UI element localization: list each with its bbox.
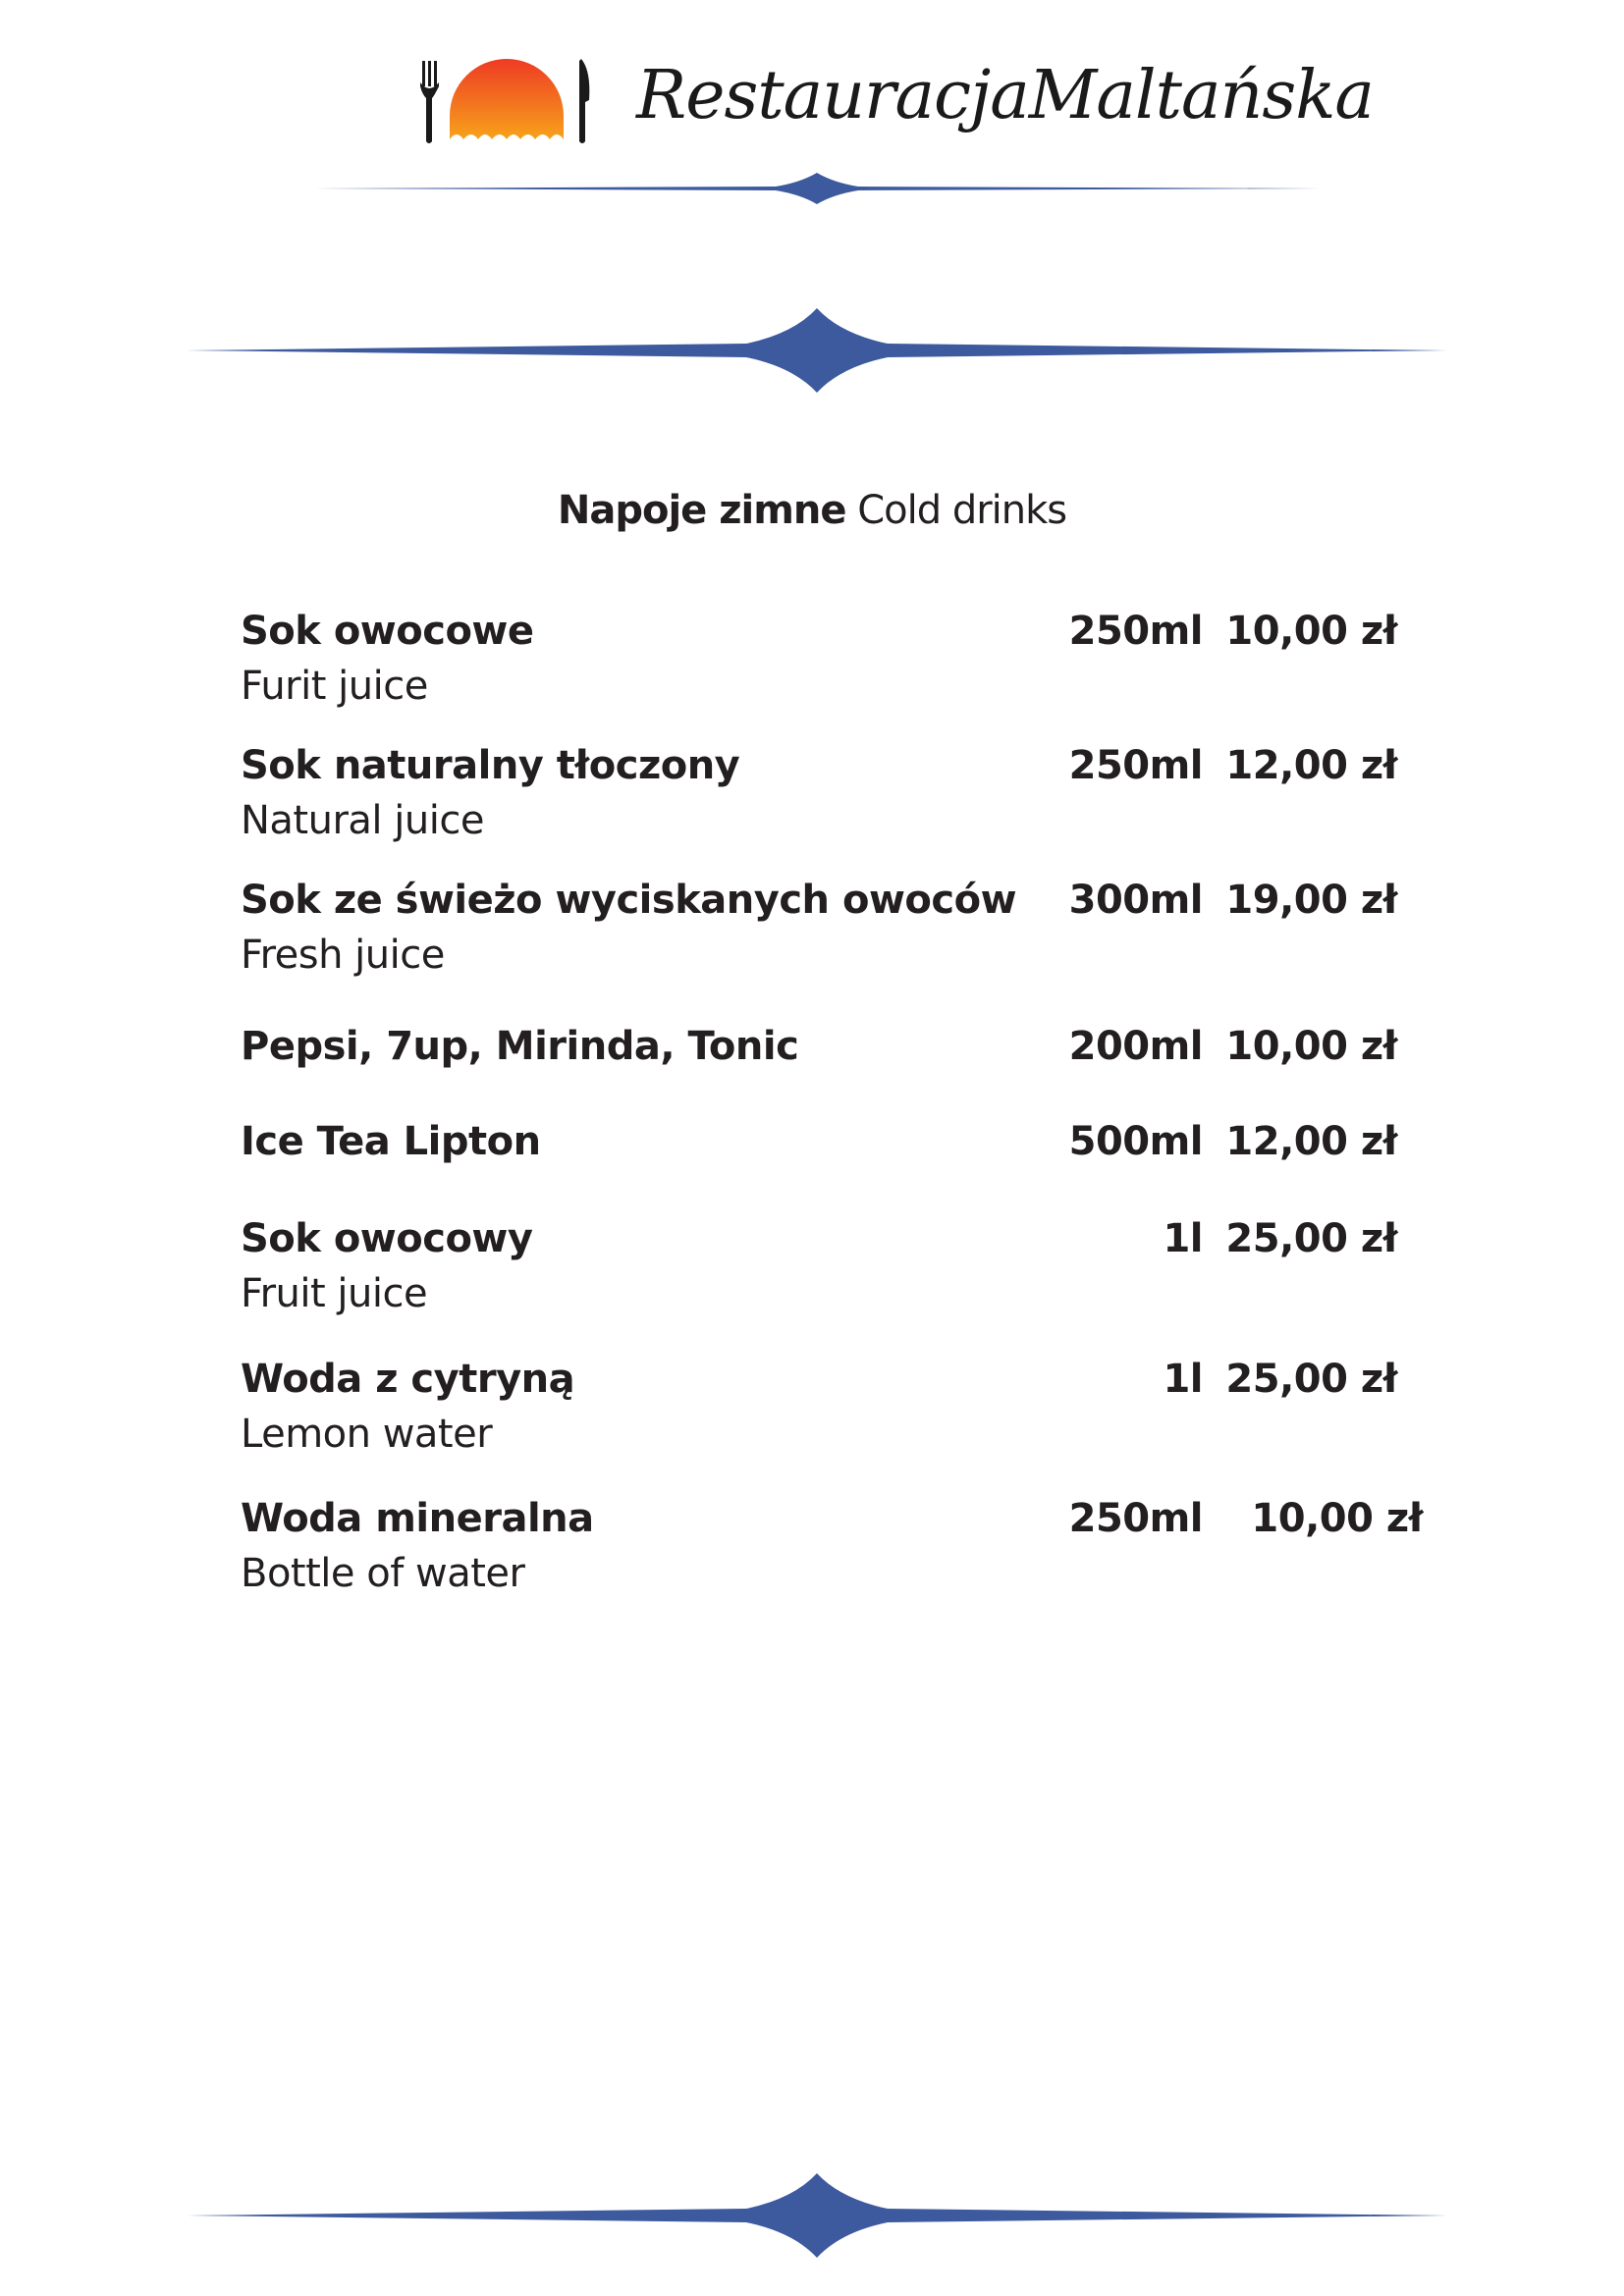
item-price: 10,00 zł: [1225, 1024, 1397, 1069]
item-price: 19,00 zł: [1225, 878, 1397, 923]
item-name: Ice Tea Lipton: [241, 1119, 541, 1164]
item-name: Woda z cytryną: [241, 1357, 575, 1402]
item-price: 25,00 zł: [1225, 1216, 1397, 1261]
item-volume: 300ml: [1068, 878, 1203, 923]
section-title: [0, 483, 1624, 538]
item-name: Sok naturalny tłoczony: [241, 743, 740, 788]
sunset-icon: [450, 59, 564, 139]
item-translation: Furit juice: [241, 664, 428, 709]
item-price: 12,00 zł: [1225, 1119, 1397, 1164]
item-name: Sok ze świeżo wyciskanych owoców: [241, 878, 1017, 923]
header-divider: [0, 169, 1624, 208]
item-price: 10,00 zł: [1225, 609, 1397, 654]
section-title-pl: Napoje zimne: [557, 488, 846, 533]
menu-item: [241, 738, 1429, 866]
item-translation: Lemon water: [241, 1412, 493, 1457]
item-price: 10,00 zł: [1251, 1496, 1423, 1541]
item-name: Pepsi, 7up, Mirinda, Tonic: [241, 1024, 799, 1069]
item-price: 12,00 zł: [1225, 743, 1397, 788]
top-ornament-divider: [0, 306, 1624, 395]
item-translation: Fruit juice: [241, 1271, 428, 1316]
menu-item: [241, 1352, 1429, 1479]
item-volume: 250ml: [1068, 1496, 1203, 1541]
menu-item: [241, 873, 1429, 1000]
menu-item: [241, 1211, 1429, 1339]
item-volume: 1l: [1163, 1357, 1203, 1402]
item-volume: 250ml: [1068, 609, 1203, 654]
item-translation: Bottle of water: [241, 1551, 525, 1596]
sunset-cutlery-logo-icon: [410, 39, 607, 157]
item-volume: 250ml: [1068, 743, 1203, 788]
item-name: Sok owocowy: [241, 1216, 533, 1261]
item-price: 25,00 zł: [1225, 1357, 1397, 1402]
item-volume: 1l: [1163, 1216, 1203, 1261]
item-name: Sok owocowe: [241, 609, 534, 654]
brand-name: RestauracjaMaltańska: [636, 57, 1374, 134]
item-translation: Natural juice: [241, 798, 484, 843]
item-volume: 500ml: [1068, 1119, 1203, 1164]
item-volume: 200ml: [1068, 1024, 1203, 1069]
knife-icon: [579, 59, 589, 143]
section-title-en: Cold drinks: [857, 488, 1067, 533]
menu-item: [241, 1491, 1429, 1619]
restaurant-logo: [410, 39, 1374, 157]
menu-item: [241, 604, 1429, 731]
item-translation: Fresh juice: [241, 933, 445, 978]
fork-icon: [420, 61, 439, 143]
bottom-ornament-divider: [0, 2171, 1624, 2260]
item-name: Woda mineralna: [241, 1496, 594, 1541]
